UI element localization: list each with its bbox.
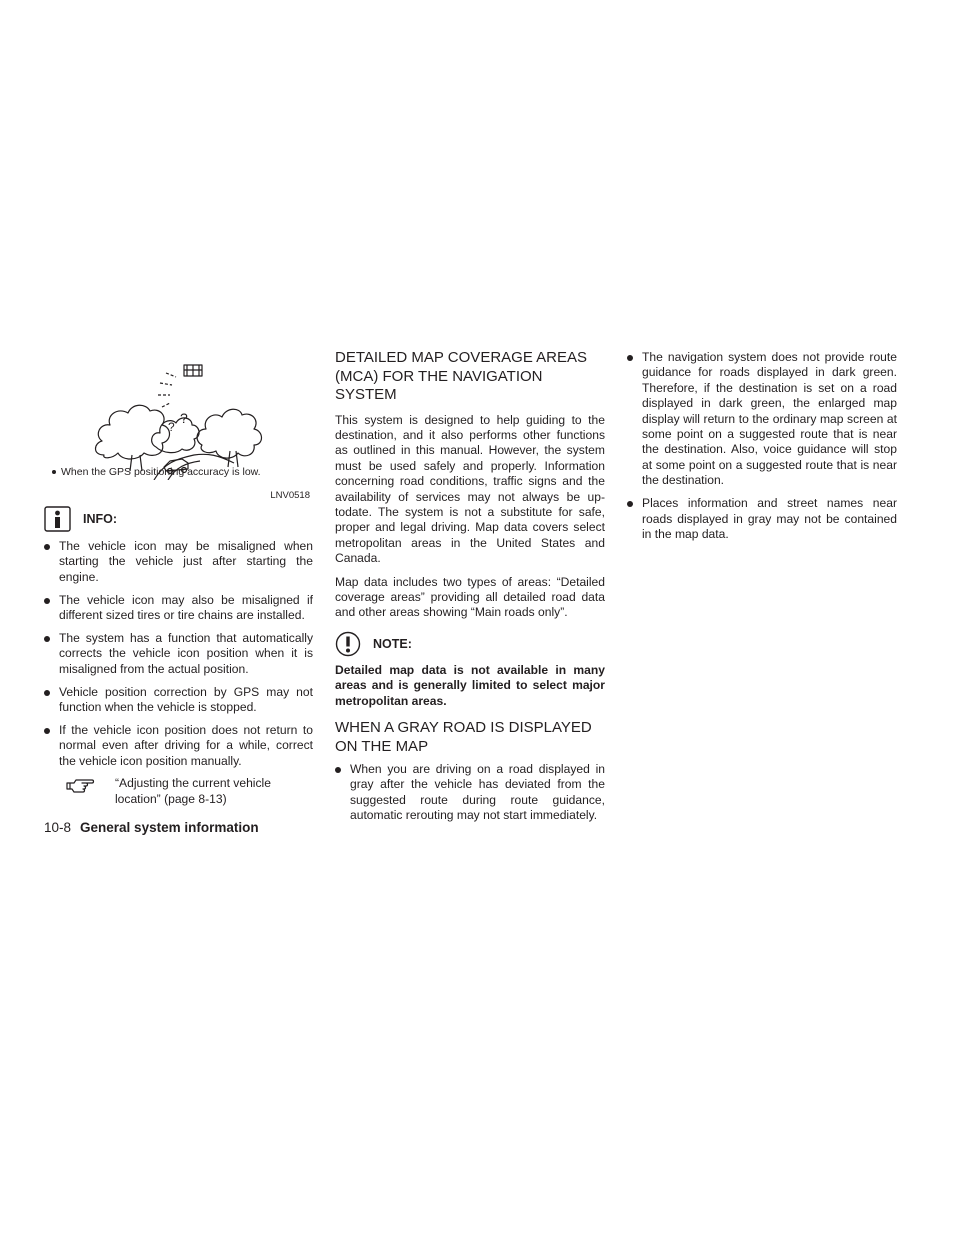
figure-code: LNV0518 (270, 490, 310, 501)
list-item: The navigation system does not provide route guidance for roads displayed in dark green. Therefore, if the destination is set on a road displayed in dark green, the enlarged map display will return to the ordinary map screen at some point on a suggested route that is near the destination. Also, voice guidance will stop at some point on a suggested route that is near the destination. (627, 350, 897, 489)
reference-text: “Adjusting the current vehicle location” (page 8-13) (115, 775, 271, 807)
page-footer (44, 820, 259, 835)
list-item: Places information and street names near roads displayed in gray may not be contained in the map data. (627, 496, 897, 542)
right-list (627, 350, 897, 542)
list-item: When you are driving on a road displayed in gray after the vehicle has deviated from the suggested route during route guidance, automatic rerouting may not start immediately. (335, 762, 605, 824)
gps-illustration (44, 355, 313, 503)
bullet-icon (627, 355, 633, 361)
bullet-icon (44, 728, 50, 734)
list-item: The vehicle icon may also be misaligned if different sized tires or tire chains are installed. (44, 593, 313, 624)
trees-car-satellite-illustration (44, 355, 313, 480)
gray-road-list (335, 762, 605, 824)
gray-road-heading: WHEN A GRAY ROAD IS DISPLAYED ON THE MAP (335, 719, 592, 755)
info-label: INFO: (83, 512, 118, 526)
note-header (335, 632, 605, 656)
mca-paragraph-2: Map data includes two types of areas: “Detailed coverage areas” providing all detailed road data and other areas showing “Main roads only”. (335, 574, 605, 620)
list-item: If the vehicle icon position does not return to normal even after driving for a while, correct the vehicle icon position manually. (44, 723, 313, 769)
list-item: The vehicle icon may be misaligned when starting the vehicle just after starting the engine. (44, 539, 313, 585)
list-item: The system has a function that automatically corrects the vehicle icon position when it is misaligned from the actual position. (44, 631, 313, 677)
page-number: 10-8 (44, 820, 72, 835)
warning-circle-icon (335, 631, 361, 657)
list-item: Vehicle position correction by GPS may not function when the vehicle is stopped. (44, 685, 313, 716)
right-column (627, 350, 897, 550)
section-title: General system information (80, 820, 259, 835)
note-text: Detailed map data is not available in many areas and is generally limited to select major metropolitan areas. (335, 662, 605, 708)
svg-text:?: ? (168, 420, 175, 434)
figure-caption (52, 466, 261, 478)
bullet-icon (44, 690, 50, 696)
caption-bullet (52, 470, 56, 474)
mca-paragraph-1: This system is designed to help guiding to the destination, and it also performs other functions as outlined in this manual. However, the system must be used safely and properly. Information concerning road conditions, traffic signs and the availability of services may not always be up-todate. The system is not a substitute for safe, proper and legal driving. Map data covers select metropolitan areas in the United States and Canada. (335, 412, 605, 566)
mca-heading: DETAILED MAP COVERAGE AREAS (MCA) FOR THE NAVIGATION SYSTEM (335, 349, 588, 403)
info-list (44, 539, 313, 769)
svg-text:?: ? (180, 410, 188, 426)
bullet-icon (627, 501, 633, 507)
caption-text: When the GPS positioning accuracy is low. (61, 466, 261, 478)
left-column (44, 355, 313, 808)
note-label: NOTE: (373, 636, 412, 651)
pointing-hand-icon (66, 775, 96, 795)
bullet-icon (44, 544, 50, 550)
page-reference[interactable] (44, 775, 313, 808)
bullet-icon (44, 598, 50, 604)
info-header (44, 506, 313, 532)
bullet-icon (335, 767, 341, 773)
bullet-icon (44, 636, 50, 642)
info-icon (44, 506, 71, 532)
middle-column (335, 349, 605, 831)
